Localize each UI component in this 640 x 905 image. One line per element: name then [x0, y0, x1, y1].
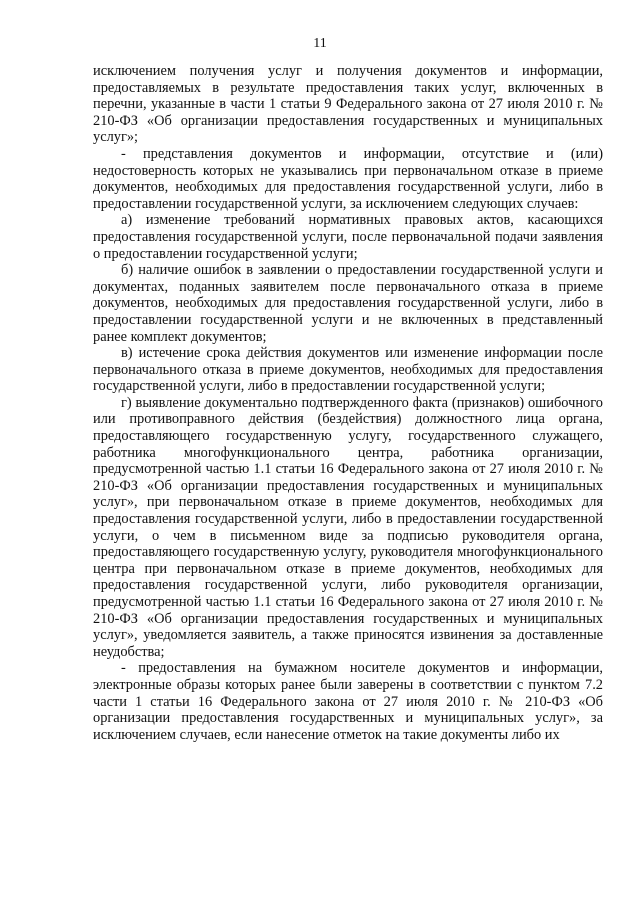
paragraph-continuation: исключением получения услуг и получения документов и информации, предоставляемых в результате предоставления таких услуг, включенных в перечни, указанные в части 1 статьи 9 Федерального закона от 27 июля 2010 г. № 210-ФЗ «Об организации предоставления государственных и муниципальных услуг»; — [93, 63, 603, 146]
paragraph-dash-item: - представления документов и информации, отсутствие и (или) недостоверность которых не указывались при первоначальном отказе в приеме документов, необходимых для предоставления государственной услуги, либо в предоставлении государственной услуги, за исключением следующих случаев: — [93, 145, 603, 212]
paragraph-item-b: б) наличие ошибок в заявлении о предоставлении государственной услуги и документах, поданных заявителем после первоначального отказа в приеме документов, необходимых для предоставления государственной услуги, либо в предоставлении государственной услуги и не включенных в представленный ранее комплект документов; — [93, 262, 603, 345]
paragraph-dash-item: - предоставления на бумажном носителе документов и информации, электронные образы которых ранее были заверены в соответствии с пунктом 7.2 части 1 статьи 16 Федерального закона от 27 июля 2010 г. № 210-ФЗ «Об организации предоставления государственных и муниципальных услуг», за исключением случаев, если нанесение отметок на такие документы либо их — [93, 660, 603, 743]
paragraph-item-v: в) истечение срока действия документов или изменение информации после первоначального отказа в приеме документов, необходимых для предоставления государственной услуги, либо в предоставлении государственной услуги; — [93, 345, 603, 395]
page-number: 11 — [313, 36, 327, 51]
document-body — [93, 63, 603, 743]
paragraph-item-g: г) выявление документально подтвержденного факта (признаков) ошибочного или противоправного действия (бездействия) должностного лица органа, предоставляющего государственную услугу, государственного служащего, работника многофункционального центра, работника организации, предусмотренной частью 1.1 статьи 16 Федерального закона от 27 июля 2010 г. № 210-ФЗ «Об организации предоставления государственных и муниципальных услуг», при первоначальном отказе в приеме документов, необходимых для предоставления государственной услуги, либо в предоставлении государственной услуги, о чем в письменном виде за подписью руководителя органа, предоставляющего государственную услугу, руководителя многофункционального центра при первоначальном отказе в приеме документов, необходимых для предоставления государственной услуги, либо руководителя организации, предусмотренной частью 1.1 статьи 16 Федерального закона от 27 июля 2010 г. № 210-ФЗ «Об организации предоставления государственных и муниципальных услуг», уведомляется заявитель, а также приносятся извинения за доставленные неудобства; — [93, 394, 603, 660]
paragraph-item-a: а) изменение требований нормативных правовых актов, касающихся предоставления государственной услуги, после первоначальной подачи заявления о предоставлении государственной услуги; — [93, 212, 603, 262]
